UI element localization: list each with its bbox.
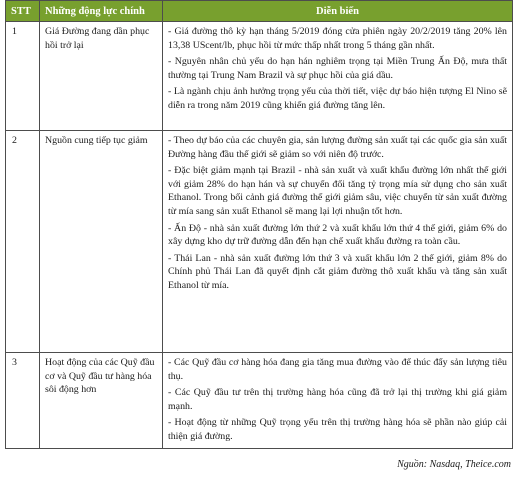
sugar-drivers-table xyxy=(5,0,513,449)
detail-bullet: - Là ngành chịu ảnh hưởng trọng yếu của thời tiết, việc dự báo hiện tượng El Nino sẽ diễn ra trong năm 2019 cũng khiến giá đường tăng lên. xyxy=(168,86,507,111)
row-factor: Giá Đường đang dần phục hồi trở lại xyxy=(40,22,163,131)
detail-bullet: - Giá đường thô kỳ hạn tháng 5/2019 đóng cửa phiên ngày 20/2/2019 tăng 20% lên 13,38 UScent/lb, phục hồi từ mức thấp nhất trong 5 tháng gần nhất. xyxy=(168,26,507,51)
row-detail xyxy=(163,353,513,449)
detail-bullet: - Hoạt động từ những Quỹ trọng yếu trên thị trường hàng hóa sẽ phần nào giúp cải thiện giá đường. xyxy=(168,417,507,442)
detail-bullet: - Thái Lan - nhà sản xuất đường lớn thứ 3 và xuất khẩu lớn 2 thế giới, giảm 8% do Chính phủ Thái Lan đã quyết định cắt giảm đường thô xuất khẩu và tăng sản xuất Ethanol từ mía. xyxy=(168,252,507,291)
table-row xyxy=(6,353,513,449)
row-factor: Hoạt động của các Quỹ đầu cơ và Quỹ đầu tư hàng hóa sôi động hơn xyxy=(40,353,163,449)
table-header-row xyxy=(6,1,513,22)
detail-bullet: - Các Quỹ đầu tư trên thị trường hàng hóa cũng đã trở lại thị trường khi giá giảm mạnh. xyxy=(168,387,507,412)
row-detail xyxy=(163,22,513,131)
header-stt: STT xyxy=(6,1,40,22)
table-row xyxy=(6,22,513,131)
detail-bullet: - Nguyên nhân chủ yếu do hạn hán nghiêm trọng tại Miền Trung Ấn Độ, mưa thất thường tại Trung Nam Brazil và sự phục hồi của giá dầu. xyxy=(168,56,507,81)
detail-bullet: - Các Quỹ đầu cơ hàng hóa đang gia tăng mua đường vào để thúc đẩy sản lượng tiêu thụ. xyxy=(168,357,507,382)
detail-bullet: - Ấn Độ - nhà sản xuất đường lớn thứ 2 và xuất khẩu lớn thứ 4 thế giới, giảm 6% do xây dựng kho dự trữ đường dẫn đến hạn chế xuất khẩu đường ra toàn cầu. xyxy=(168,222,507,248)
detail-bullet: - Đặc biệt giảm mạnh tại Brazil - nhà sản xuất và xuất khẩu đường lớn nhất thế giới với giảm 28% do hạn hán và sự chuyển đổi tăng tỷ trọng mía sử dụng cho sản xuất Ethanol. Trong bối cảnh giá đường thế giới giảm sâu, việc chuyển từ sản xuất đường từ mía sang sản xuất Ethanol sẽ mang lại lợi nhuận tốt hơn. xyxy=(168,165,507,217)
header-detail: Diễn biến xyxy=(163,1,513,22)
row-stt: 2 xyxy=(6,131,40,353)
header-factor: Những động lực chính xyxy=(40,1,163,22)
row-factor: Nguồn cung tiếp tục giảm xyxy=(40,131,163,353)
detail-bullet: - Theo dự báo của các chuyên gia, sản lượng đường sản xuất tại các quốc gia sản xuất Đường hàng đầu thế giới sẽ giảm so với niên độ trước. xyxy=(168,135,507,160)
row-stt: 1 xyxy=(6,22,40,131)
table-row xyxy=(6,131,513,353)
row-stt: 3 xyxy=(6,353,40,449)
sugar-drivers-table-wrapper xyxy=(5,0,512,449)
source-caption: Nguồn: Nasdaq, Theice.com xyxy=(397,459,511,470)
row-detail xyxy=(163,131,513,353)
